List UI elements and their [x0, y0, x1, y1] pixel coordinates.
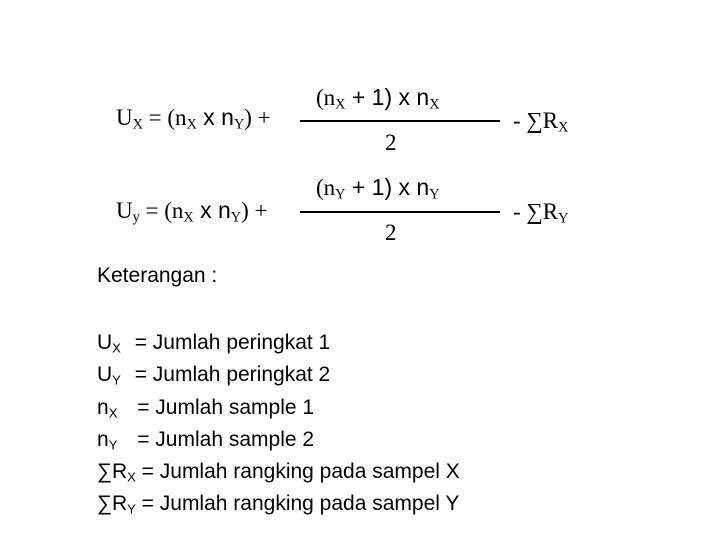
uy-num-open: (n: [316, 175, 336, 200]
ux-tail-sub: X: [558, 119, 569, 136]
legend-symbol-sub: Y: [112, 372, 121, 388]
uy-symbol-sub: y: [132, 209, 140, 226]
legend-symbol-sub: X: [112, 340, 121, 356]
formula-uy-numerator: [316, 174, 440, 201]
legend-symbol-base: ∑R: [97, 492, 128, 515]
ux-num-sub: X: [335, 96, 346, 113]
ux-num-mid: + 1) x n: [345, 84, 430, 110]
uy-tail-sum: - ∑R: [513, 199, 559, 224]
legend-symbol-base: U: [97, 363, 113, 386]
legend-row-nx: [97, 396, 314, 420]
legend-description: = Jumlah peringkat 2: [128, 363, 331, 386]
ux-num-sub2: X: [429, 96, 440, 113]
legend-symbol: [97, 363, 121, 387]
legend-symbol-sub: Y: [127, 501, 136, 517]
ux-num-open: (n: [316, 85, 336, 110]
ux-n1-sub: X: [186, 116, 197, 133]
legend-description: = Jumlah rangking pada sampel Y: [135, 492, 460, 515]
uy-num-sub2: Y: [429, 186, 440, 203]
legend-description: = Jumlah peringkat 1: [128, 331, 331, 354]
legend-symbol: [97, 492, 136, 516]
ux-symbol-sub: X: [132, 116, 143, 133]
uy-num-sub: Y: [335, 186, 346, 203]
formula-ux-denominator: 2: [385, 130, 397, 155]
uy-n2-sub: Y: [230, 209, 242, 226]
legend-symbol-sub: X: [108, 405, 118, 421]
ux-tail-sum: - ∑R: [513, 108, 559, 133]
formula-ux-tail: [513, 108, 568, 134]
uy-n1-sub: X: [183, 209, 194, 226]
legend-symbol-base: n: [97, 396, 109, 419]
legend-symbol: [97, 331, 121, 355]
uy-num-mid: + 1) x n: [345, 174, 430, 200]
formula-ux-lhs: [116, 104, 271, 131]
legend-symbol-base: U: [97, 331, 113, 354]
formula-ux-numerator: [316, 84, 440, 111]
legend-symbol: [97, 460, 136, 484]
legend-symbol-base: n: [97, 428, 109, 451]
uy-symbol: U: [116, 198, 133, 223]
legend-symbol-sub: Y: [108, 437, 118, 453]
ux-close-plus: ) +: [244, 105, 271, 130]
legend-heading: Keterangan :: [97, 264, 218, 287]
ux-symbol: U: [116, 105, 133, 130]
uy-eq-open: = (n: [139, 198, 184, 223]
uy-tail-sub: Y: [558, 210, 569, 227]
formula-uy-tail: [513, 199, 568, 225]
legend-description: = Jumlah sample 1: [131, 396, 315, 419]
ux-n2-sub: Y: [233, 116, 245, 133]
legend-row-uy: [97, 363, 330, 387]
ux-times: x n: [196, 104, 234, 130]
formula-uy-denominator: 2: [385, 220, 397, 245]
legend-row-ux: [97, 331, 330, 355]
legend-symbol: [97, 396, 117, 420]
ux-eq-open: = (n: [142, 105, 187, 130]
uy-close-plus: ) +: [241, 198, 268, 223]
legend-symbol-base: ∑R: [97, 460, 128, 483]
legend-row-sum-rx: [97, 460, 460, 484]
legend-symbol-sub: X: [127, 469, 136, 485]
formula-ux-fraction-bar: [300, 120, 500, 122]
formula-uy-fraction-bar: [300, 211, 500, 213]
legend-row-ny: [97, 428, 314, 452]
legend-description: = Jumlah sample 2: [131, 428, 315, 451]
legend-row-sum-ry: [97, 492, 459, 516]
uy-times: x n: [193, 197, 231, 223]
formula-uy-lhs: [116, 197, 267, 224]
legend-description: = Jumlah rangking pada sampel X: [135, 460, 460, 483]
legend-symbol: [97, 428, 117, 452]
